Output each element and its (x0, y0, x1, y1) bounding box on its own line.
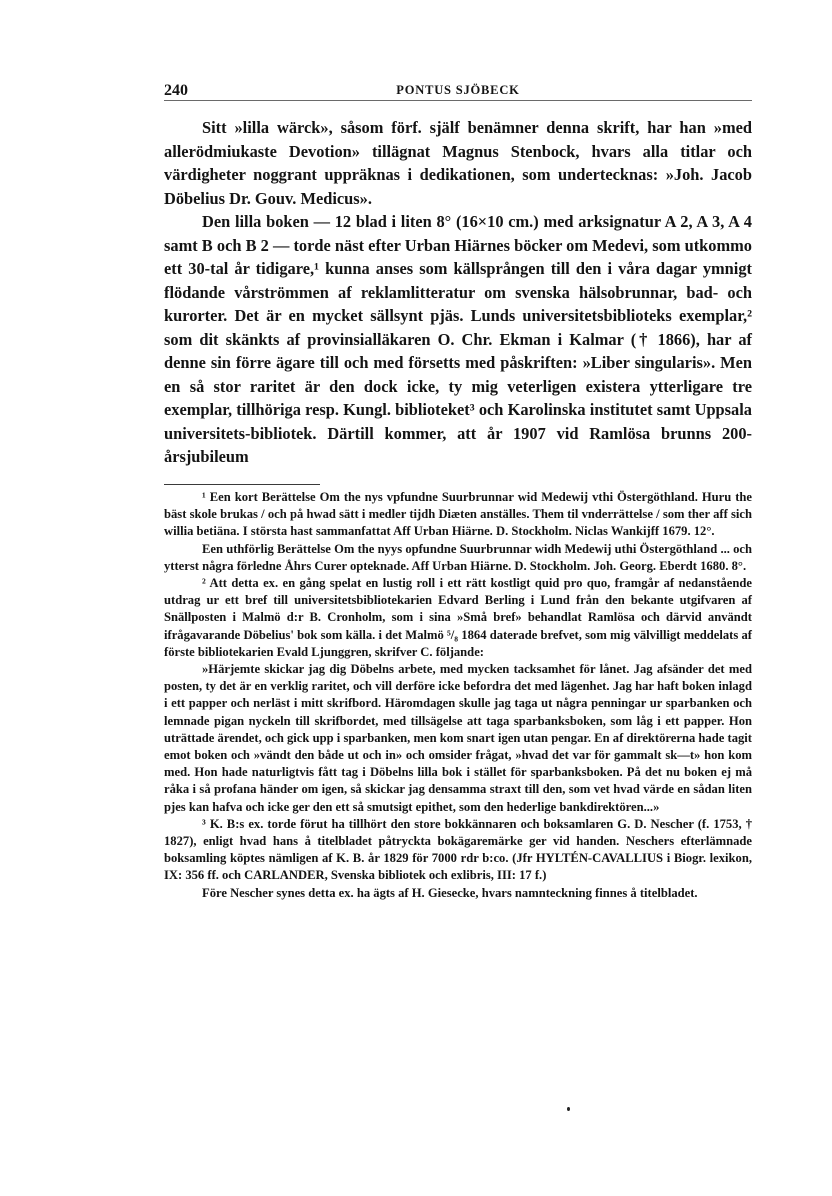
body-paragraph: Den lilla boken — 12 blad i liten 8° (16×10 cm.) med arksignatur A 2, A 3, A 4 samt B och B 2 — torde näst efter Urban Hiärnes böcker om Medevi, som utkommo ett 30-tal år tidigare,¹ kunna anses som källsprången till den i våra dagar ymnigt flödande vårströmmen af reklamlitteratur om svenska hälsobrunnar, bad- och kurorter. Det är en mycket sällsynt pjäs. Lunds universitetsbiblioteks exemplar,² som dit skänkts af provinsialläkaren O. Chr. Ekman i Kalmar († 1866), har af denne sin förre ägare till och med försetts med påskriften: »Liber singularis». Men en så stor raritet är den dock icke, ty mig veterligen existera ytterligare tre exemplar, tillhöriga resp. Kungl. biblioteket³ och Karolinska institutet samt Uppsala universitets-bibliotek. Därtill kommer, att år 1907 vid Ramlösa brunns 200-årsjubileum (164, 212, 752, 466)
page-number: 240 (164, 82, 188, 99)
footnote: Een uthförlig Berättelse Om the nyys opfundne Suurbrunnar widh Medewij uthi Östergöthland ... och ytterst några förledne Åhrs Curer opteknade. Aff Urban Hiärne. D. Stockholm. Joh. Georg. Eberdt 1680. 8°. (164, 541, 752, 573)
body-text (164, 116, 752, 469)
print-speck (567, 1107, 570, 1111)
running-head: PONTUS SJÖBECK (396, 83, 520, 97)
page-header (164, 78, 752, 101)
body-paragraph: Sitt »lilla wärck», såsom förf. själf benämner denna skrift, har han »med allerödmiukaste Devotion» tillägnat Magnus Stenbock, hvars alla titlar och värdigheter noggrant uppräknas i dedikationen, som undertecknas: »Joh. Jacob Döbelius Dr. Gouv. Medicus». (164, 118, 752, 208)
footnote-quote: »Härjemte skickar jag dig Döbelns arbete, med mycken tacksamhet för lånet. Jag afsänder det med posten, ty det är en verklig raritet, och vill derföre icke befordra det med lägenhet. Jag har haft boken inlagd i ett papper och nerläst i mitt skrifbord. Häromdagen skulle jag taga ut några penningar ur sparbanken och lemnade pigan nyckeln till skrifbordet, med tillsägelse att taga sparbanksboken, som låg i ett papper. Hon uträttade ärendet, och gick upp i sparbanken, men kom snart igen utan pengar. En af direktörerna hade tagit emot boken och »vändt den både ut och in» och omsider frågat, »hvad det var för gammalt sk—t» hon kom med. Hon hade naturligtvis fått tag i Döbelns lilla bok i stället för sparbanksboken. På det nu boken ej må råka i så profana händer om igen, så skickar jag densamma straxt till den, som vet hvad värde en sådan liten pjes kan hafva och icke ger den ett så smutsigt epithet, som den hederlige bankdirektören...» (164, 662, 752, 814)
footnote: ³ K. B:s ex. torde förut ha tillhört den store bokkännaren och boksamlaren G. D. Nescher (f. 1753, † 1827), enligt hvad hans å titelbladet påtryckta bokägaremärke ger vid handen. Neschers efterlämnade boksamling köptes nämligen af K. B. år 1829 för 7000 rdr b:co. (Jfr HYLTÉN-CAVALLIUS i Biogr. lexikon, IX: 356 ff. och CARLANDER, Svenska bibliotek och exlibris, III: 17 f.) (164, 816, 752, 883)
footnote: ¹ Een kort Berättelse Om the nys vpfundne Suurbrunnar wid Medewij vthi Östergöthland. Huru the bäst skole brukas / och på hwad sätt i medler tijdh Diæten anställes. Them til vnderrättelse / som ther aff sich willia betiäna. I största hast sammanfattat Aff Urban Hiärne. D. Stockholm. Niclas Wankijff 1679. 12°. (164, 490, 752, 539)
footnotes (164, 489, 752, 902)
footnote-separator (164, 484, 320, 485)
footnote: ² Att detta ex. en gång spelat en lustig roll i ett rätt kostligt quid pro quo, framgår af nedanstående utdrag ur ett bref till universitetsbibliotekarien Edvard Berling i Lund från den bekante utgifvaren af Snällposten i Malmö d:r B. Cronholm, som i sina »Små bref» behandlat Ramlösa och därvid användt ifrågavarande Döbelius' bok som källa. i det Malmö ⁵/₈ 1864 daterade brefvet, som mig välvilligt meddelats af förste bibliotekarien Evald Ljunggren, skrifver C. följande: (164, 576, 752, 659)
footnote: Före Nescher synes detta ex. ha ägts af H. Giesecke, hvars namnteckning finnes å titelbladet. (202, 885, 698, 900)
